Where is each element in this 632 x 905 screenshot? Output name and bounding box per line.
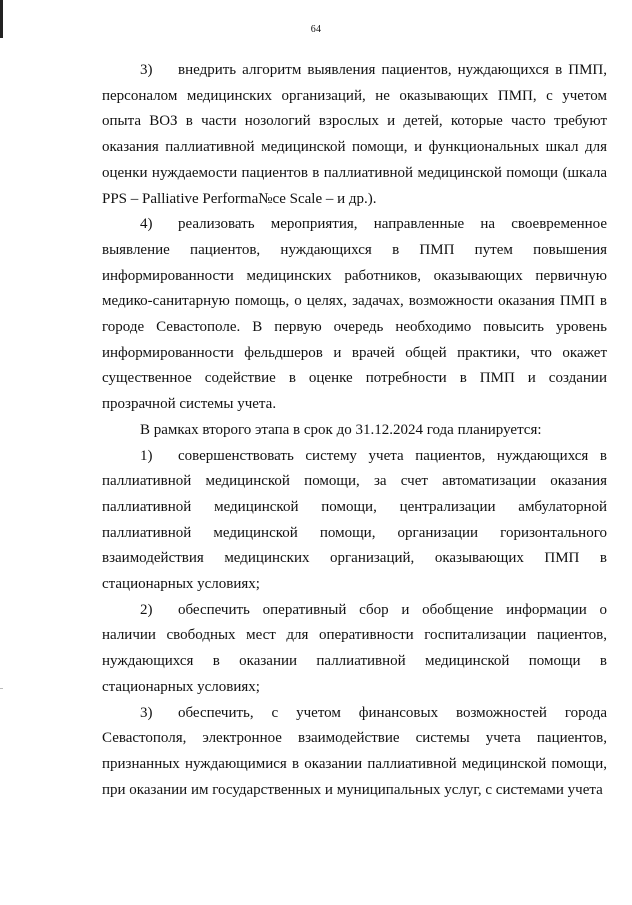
item-number: 3) — [140, 704, 153, 721]
item-text: совершенствовать систему учета пациентов, нуждающихся в паллиативной медицинской помощи, за счет автоматизации оказания паллиативной медицинской помощи, централизации амбулаторной паллиативной медицинской помощи, организации горизонтального взаимодействия медицинских организаций, оказывающих ПМП в стационарных условиях; — [102, 447, 607, 593]
item-number: 1) — [140, 447, 153, 464]
list-item — [102, 58, 607, 212]
item-text: обеспечить оперативный сбор и обобщение информации о наличии свободных мест для оперативности госпитализации пациентов, нуждающихся в оказании паллиативной медицинской помощи в стационарных условиях; — [102, 601, 607, 695]
list-item — [102, 598, 607, 701]
item-text: реализовать мероприятия, направленные на своевременное выявление пациентов, нуждающихся в ПМП путем повышения информированности медицинских работников, оказывающих первичную медико-санитарную помощь, о целях, задачах, возможности оказания ПМП в городе Севастополе. В первую очередь необходимо повысить уровень информированности фельдшеров и врачей общей практики, что окажет существенное содействие в оценке потребности в ПМП и создании прозрачной системы учета. — [102, 216, 607, 413]
item-number: 2) — [140, 601, 153, 618]
page-number: 64 — [310, 24, 322, 35]
stage-two-intro: В рамках второго этапа в срок до 31.12.2024 года планируется: — [140, 421, 542, 438]
margin-tick — [0, 688, 3, 689]
document-body — [102, 58, 607, 803]
item-number: 3) — [140, 62, 153, 78]
item-text: обеспечить, с учетом финансовых возможностей города Севастополя, электронное взаимодействие системы учета пациентов, признанных нуждающимися в оказании паллиативной медицинской помощи, при оказании им государственных и муниципальных услуг, с системами учета — [102, 704, 607, 798]
list-item — [102, 444, 607, 598]
list-item — [102, 701, 607, 804]
item-number: 4) — [140, 216, 153, 233]
item-text: внедрить алгоритм выявления пациентов, нуждающихся в ПМП, персоналом медицинских организаций, не оказывающих ПМП, с учетом опыта ВОЗ в части нозологий взрослых и детей, которые часто требуют оказания паллиативной медицинской помощи, и функциональных шкал для оценки нуждаемости пациентов в паллиативной медицинской помощи (шкала PPS – Palliative Performa№ce Scale – и др.). — [102, 62, 607, 207]
list-item — [102, 212, 607, 418]
